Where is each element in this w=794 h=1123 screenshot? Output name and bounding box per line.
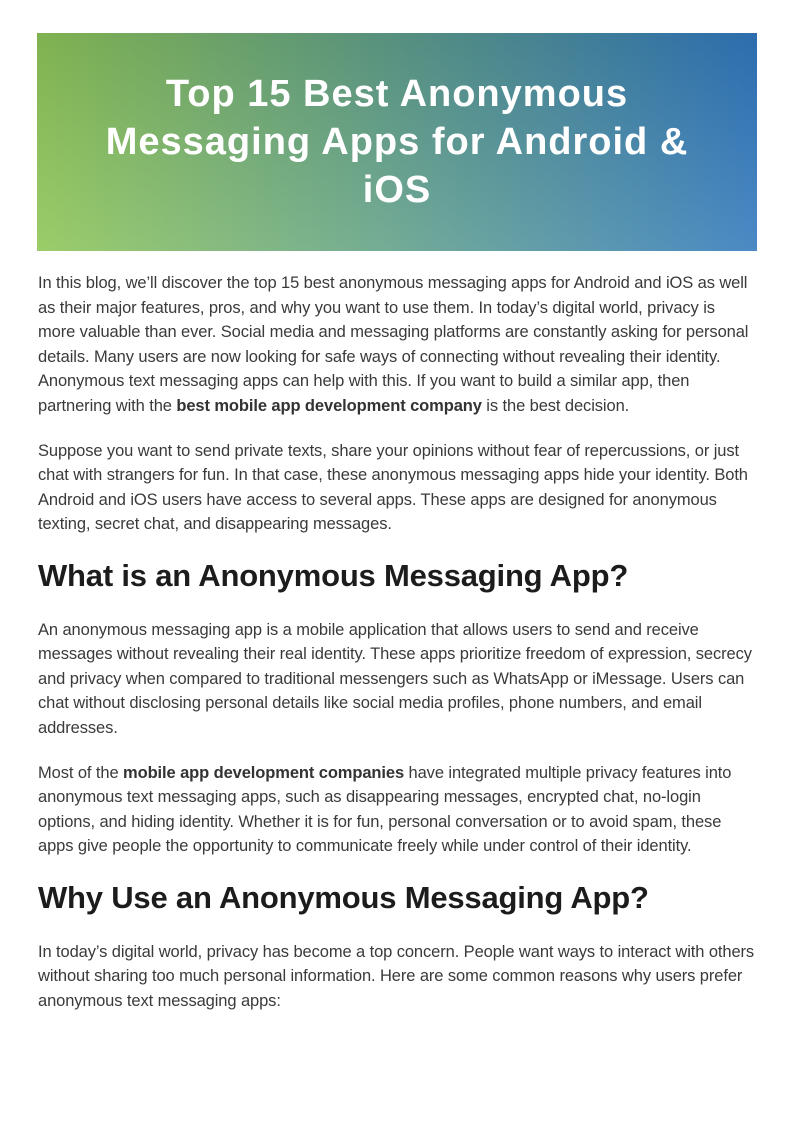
keyword-mobile-app-development-companies: mobile app development companies: [123, 763, 405, 782]
hero-banner: [37, 33, 757, 251]
article-body: [38, 271, 756, 1014]
p4-text-post: have integrated multiple privacy features into anonymous text messaging apps, such as disappearing messages, encrypted chat, no-login options, and hiding identity. Whether it is for fun, personal conversation or to avoid spam, these apps give people the opportunity to communicate freely while under control of their identity.: [38, 763, 732, 856]
page-title: [86, 70, 709, 214]
intro-text-pre: In this blog, we’ll discover the top 15 best anonymous messaging apps for Android and iOS as well as their major features, pros, and why you want to use them. In today’s digital world, privacy is more valuable than ever. Social media and messaging platforms are constantly asking for personal details. Many users are now looking for safe ways of connecting without revealing their identity. Anonymous text messaging apps can help with this. If you want to build a similar app, then partnering with the: [38, 274, 749, 415]
intro-paragraph: [38, 271, 756, 419]
paragraph-suppose: Suppose you want to send private texts, share your opinions without fear of repercussions, or just chat with strangers for fun. In that case, these anonymous messaging apps hide your identity. Both Android and iOS users have access to several apps. These apps are designed for anonymous texting, secret chat, and disappearing messages.: [38, 441, 748, 534]
title-line-1: Top 15 Best Anonymous: [165, 73, 629, 115]
intro-text-post: is the best decision.: [481, 396, 630, 415]
heading-what-is-anonymous-messaging-app: What is an Anonymous Messaging App?: [38, 557, 629, 593]
title-line-3: iOS: [362, 169, 432, 211]
paragraph-why-intro: In today’s digital world, privacy has become a top concern. People want ways to interact with others without sharing too much personal information. Here are some common reasons why users prefer anonymous text messaging apps:: [38, 942, 755, 1010]
keyword-best-mobile-app-development-company: best mobile app development company: [176, 396, 482, 415]
paragraph-definition: An anonymous messaging app is a mobile application that allows users to send and receive messages without revealing their real identity. These apps prioritize freedom of expression, secrecy and privacy when compared to traditional messengers such as WhatsApp or iMessage. Users can chat without disclosing personal details like social media profiles, phone numbers, and email addresses.: [38, 620, 752, 738]
title-line-2: Messaging Apps for Android &: [105, 121, 689, 163]
heading-why-use-anonymous-messaging-app: Why Use an Anonymous Messaging App?: [38, 880, 649, 916]
p4-text-pre: Most of the: [38, 763, 124, 782]
paragraph-development-companies: [38, 761, 756, 859]
